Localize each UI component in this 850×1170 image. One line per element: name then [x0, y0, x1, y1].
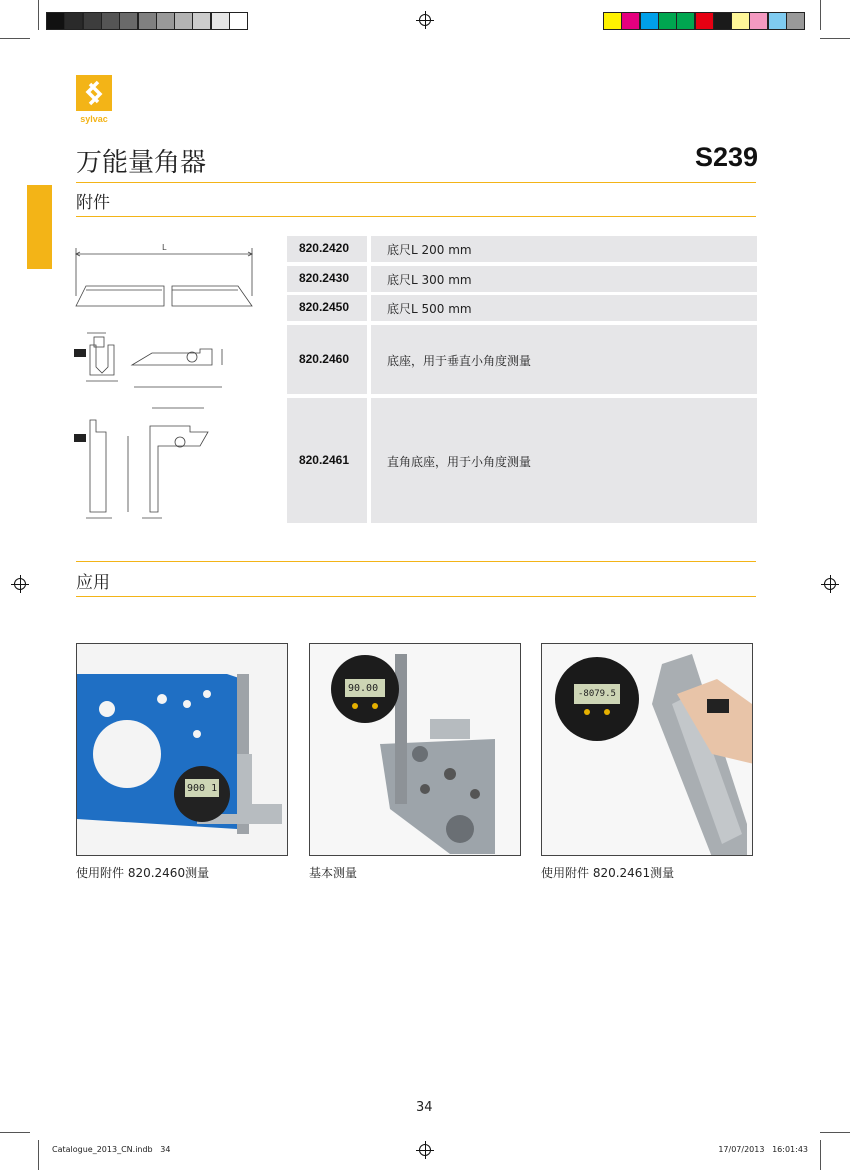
applications-rule [76, 596, 756, 597]
accessory-code-cell [287, 266, 367, 292]
knob-icon [74, 349, 86, 357]
accessory-code-cell [287, 295, 367, 321]
color-swatch [603, 12, 622, 30]
accessory-desc-cell [371, 236, 757, 262]
accessory-description: 底尺L 200 mm [387, 243, 472, 257]
color-swatch [621, 12, 640, 30]
gray-swatch [211, 12, 230, 30]
sylvac-logo [76, 75, 112, 125]
photo-display-reading: 900 1 [187, 783, 218, 794]
title-rule [76, 182, 756, 183]
accessory-desc-cell [371, 325, 757, 394]
accessory-code-cell [287, 325, 367, 394]
color-swatch [676, 12, 695, 30]
color-swatch [768, 12, 787, 30]
base-drawing [72, 325, 242, 399]
crop-mark [820, 0, 821, 30]
photo-display-reading: 90.00 [348, 683, 379, 694]
accessory-description: 底座，用于垂直小角度测量 [387, 353, 532, 368]
gray-swatch [64, 12, 83, 30]
model-number: S239 [694, 142, 758, 172]
slug-file-name: Catalogue_2013_CN.indb 34 [52, 1145, 171, 1154]
crop-mark [0, 1132, 30, 1133]
accessory-description: 底尺L 500 mm [387, 302, 472, 316]
ruler-drawing [72, 240, 257, 316]
gray-swatch [174, 12, 193, 30]
gray-swatch [229, 12, 248, 30]
registration-mark [14, 578, 26, 590]
color-swatch [695, 12, 714, 30]
accessory-code: 820.2461 [298, 452, 349, 467]
registration-mark [419, 1144, 431, 1156]
knob-icon [74, 434, 86, 442]
color-swatch [658, 12, 677, 30]
accessory-desc-cell [371, 398, 757, 523]
application-photo-2 [309, 643, 521, 856]
gray-swatch [192, 12, 211, 30]
right-angle-base-drawing [72, 402, 242, 531]
color-swatch [749, 12, 768, 30]
applications-heading: 应用 [76, 573, 110, 593]
photo-display-reading: -8079.5 [578, 689, 616, 699]
crop-mark [38, 1140, 39, 1170]
accessory-code: 820.2460 [298, 351, 349, 366]
photo-caption-3: 使用附件 820.2461测量 [541, 866, 675, 880]
accessory-description: 直角底座，用于小角度测量 [387, 454, 532, 469]
gray-swatch [83, 12, 102, 30]
application-photo-1 [76, 643, 288, 856]
accessory-code: 820.2450 [298, 300, 349, 314]
gray-swatch [138, 12, 157, 30]
accessory-code-cell [287, 398, 367, 523]
accessory-code-cell [287, 236, 367, 262]
registration-mark [419, 14, 431, 26]
gray-swatch [46, 12, 65, 30]
registration-mark [824, 578, 836, 590]
crop-mark [820, 1132, 850, 1133]
accessory-desc-cell [371, 266, 757, 292]
gray-swatch [156, 12, 175, 30]
accessories-rule [76, 216, 756, 217]
page-title: 万能量角器 [76, 148, 207, 178]
crop-mark [820, 38, 850, 39]
photo-caption-1: 使用附件 820.2460测量 [76, 866, 210, 880]
accessory-desc-cell [371, 295, 757, 321]
accessory-code: 820.2430 [298, 271, 349, 285]
applications-top-rule [76, 561, 756, 562]
section-side-tab [27, 185, 52, 269]
gray-swatch [119, 12, 138, 30]
gray-swatch [101, 12, 120, 30]
color-swatch [640, 12, 659, 30]
accessories-heading: 附件 [76, 193, 110, 213]
page-number: 34 [416, 1100, 433, 1115]
crop-mark [0, 38, 30, 39]
length-label: L [162, 243, 167, 252]
color-swatch [786, 12, 805, 30]
slug-timestamp: 17/07/2013 16:01:43 [718, 1145, 808, 1154]
accessory-description: 底尺L 300 mm [387, 273, 472, 287]
crop-mark [38, 0, 39, 30]
accessory-code: 820.2420 [298, 241, 349, 255]
color-swatch [731, 12, 750, 30]
color-swatch [713, 12, 732, 30]
photo-caption-2: 基本测量 [309, 866, 358, 880]
crop-mark [820, 1140, 821, 1170]
svg-text:sylvac: sylvac [80, 114, 108, 124]
application-photo-3 [541, 643, 753, 856]
